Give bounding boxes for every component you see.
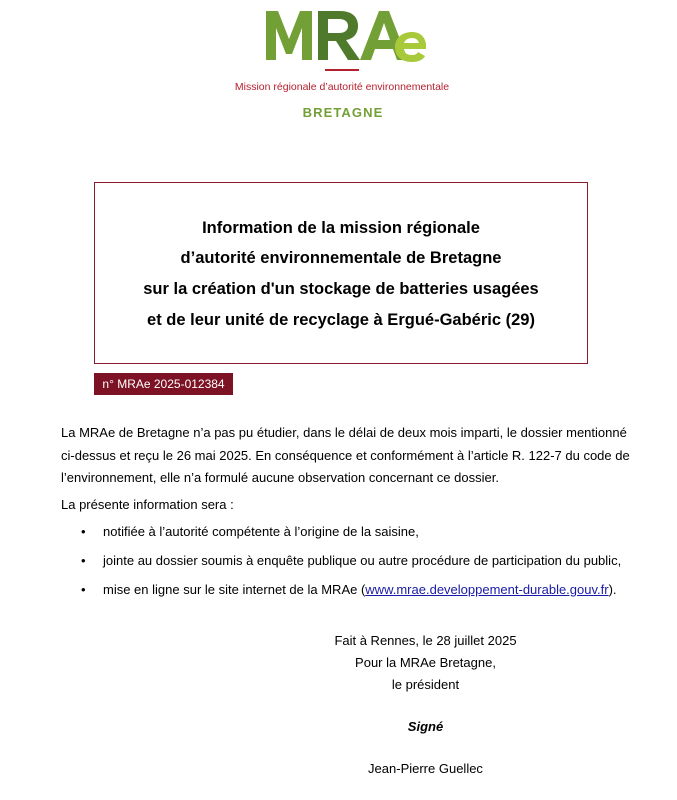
logo-letter-m [266,11,312,60]
signature-place-date: Fait à Rennes, le 28 juillet 2025 [334,633,517,648]
mrae-website-link[interactable]: www.mrae.developpement-durable.gouv.fr [365,582,609,597]
title-line-1: Information de la mission régionale [202,219,480,237]
logo-letter-e [395,32,426,62]
bullet-text: jointe au dossier soumis à enquête publique ou autre procédure de participation du public, [103,553,622,568]
bullet-icon: • [81,582,86,597]
logo-subtitle: Mission régionale d’autorité environnementale [234,81,450,93]
title-box [94,182,588,364]
bullet-item-public-inquiry [81,552,622,570]
bullet-text-prefix: mise en ligne sur le site internet de la MRAe ( [103,582,366,597]
logo-region: BRETAGNE [302,105,384,120]
paragraph-intro-line-2: ci-dessus et reçu le 26 mai 2025. En conséquence et conformément à l’article R. 122-7 du code de [61,447,630,463]
paragraph-information: La présente information sera : [61,497,234,512]
mrae-logo-block [0,0,677,130]
bullet-icon: • [81,524,86,539]
bullet-text-suffix: ). [608,582,617,597]
bullet-item-notification [81,523,419,541]
bullet-text: notifiée à l’autorité compétente à l’origine de la saisine, [103,524,419,539]
bullet-icon: • [81,553,86,568]
title-line-3: sur la création d'un stockage de batteries usagées [143,280,539,298]
paragraph-intro-line-1: La MRAe de Bretagne n’a pas pu étudier, dans le délai de deux mois imparti, le dossier mentionné [61,425,627,440]
signature-name: Jean-Pierre Guellec [368,761,483,776]
title-line-2: d’autorité environnementale de Bretagne [180,249,502,267]
title-line-4: et de leur unité de recyclage à Ergué-Gabéric (29) [147,311,535,329]
paragraph-intro-line-3: l’environnement, elle n’a formulé aucune observation concernant ce dossier. [61,470,499,485]
signature-on-behalf: Pour la MRAe Bretagne, [355,655,496,670]
reference-badge: n° MRAe 2025-012384 [94,373,233,395]
mrae-logo [262,6,426,68]
logo-divider [325,69,359,71]
signature-signed: Signé [407,719,444,734]
logo-letter-r [318,11,360,60]
paragraph-intro [61,422,630,490]
signature-role: le président [391,677,460,692]
bullet-item-online [81,581,617,599]
